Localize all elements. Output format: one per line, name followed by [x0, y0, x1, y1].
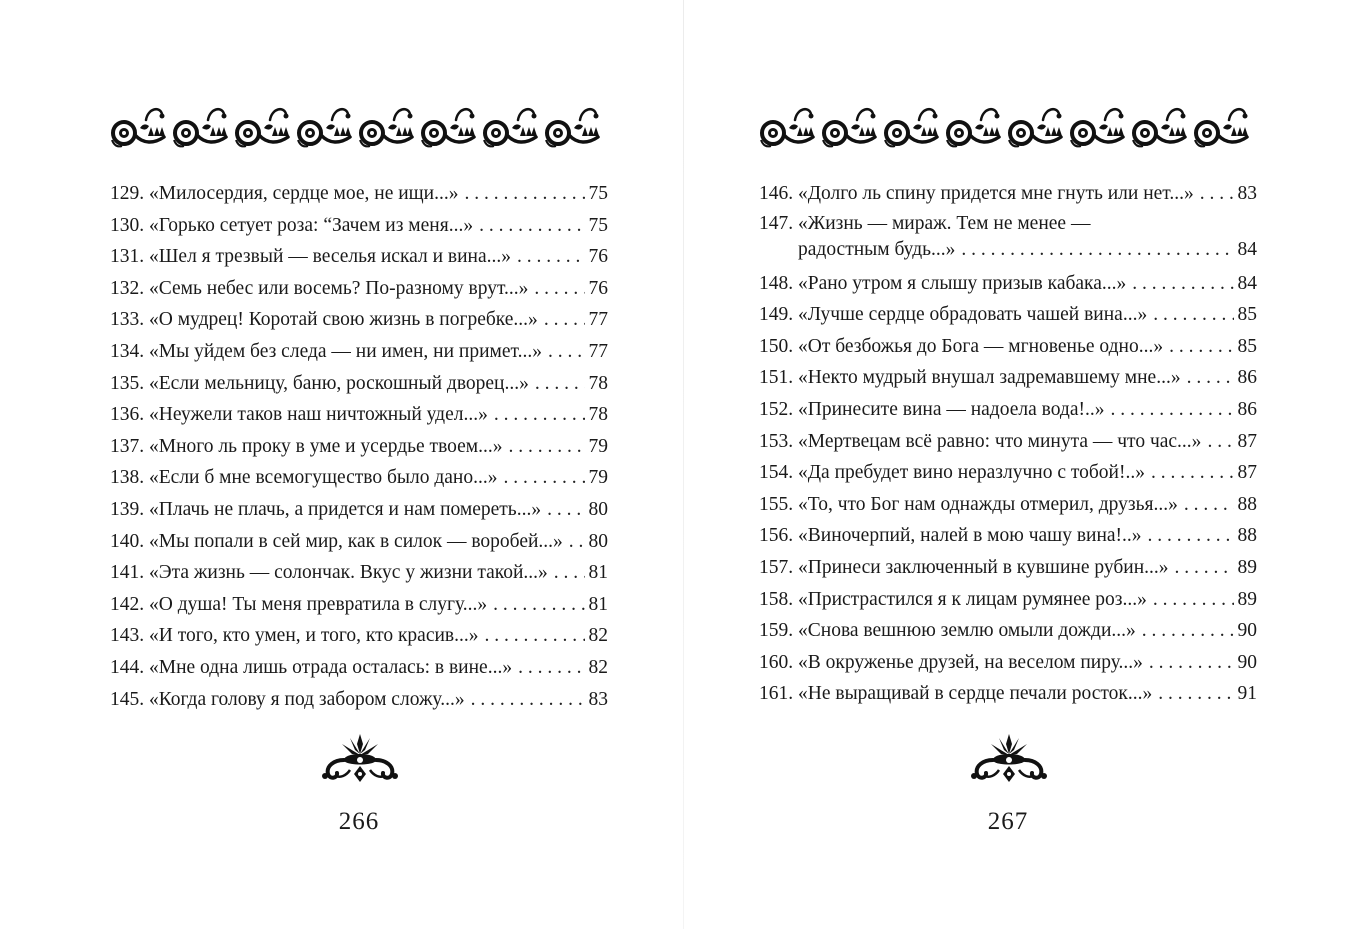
toc-list-left [110, 178, 608, 715]
toc-entry[interactable]: 135. «Если мельницу, баню, роскошный дворец...» . . . 78 [110, 368, 608, 400]
palmette-ornament-icon [969, 730, 1049, 790]
toc-entry[interactable]: 159. «Снова вешнюю землю омыли дожди...» . . . 90 [759, 615, 1257, 647]
toc-entry[interactable]: 150. «От безбожья до Бога — мгновенье одно...» . . . 85 [759, 331, 1257, 363]
left-page [0, 0, 683, 929]
toc-entry[interactable]: 145. «Когда голову я под забором сложу...» . . . 83 [110, 684, 608, 716]
page-number: 267 [987, 808, 1029, 835]
toc-entry[interactable]: 156. «Виночерпий, налей в мою чашу вина!..» . . . 88 [759, 520, 1257, 552]
toc-entry[interactable]: 157. «Принеси заключенный в кувшине рубин...» . . . 89 [759, 552, 1257, 584]
toc-entry[interactable]: 153. «Мертвецам всё равно: что минута — что час...» . . . 87 [759, 426, 1257, 458]
toc-entry[interactable]: 161. «Не выращивай в сердце печали росток...» . . . 91 [759, 678, 1257, 710]
toc-entry[interactable]: 149. «Лучше сердце обрадовать чашей вина...» . . . 85 [759, 299, 1257, 331]
toc-entry[interactable]: 155. «То, что Бог нам однажды отмерил, друзья...» . . . 88 [759, 489, 1257, 521]
toc-entry[interactable]: 132. «Семь небес или восемь? По-разному врут...» . . . 76 [110, 273, 608, 305]
toc-entry[interactable]: 137. «Много ль проку в уме и усердье твоем...» . . . 79 [110, 431, 608, 463]
toc-entry[interactable]: 136. «Неужели таков наш ничтожный удел...» . . . 78 [110, 399, 608, 431]
toc-entry[interactable]: 151. «Некто мудрый внушал задремавшему мне...» . . . 86 [759, 362, 1257, 394]
toc-entry[interactable]: 142. «О душа! Ты меня превратила в слугу...» . . . 81 [110, 589, 608, 621]
toc-entry[interactable]: 144. «Мне одна лишь отрада осталась: в вине...» . . . 82 [110, 652, 608, 684]
toc-list-right [759, 178, 1257, 710]
toc-entry[interactable]: 143. «И того, кто умен, и того, кто красив...» . . . 82 [110, 620, 608, 652]
toc-entry[interactable]: 152. «Принесите вина — надоела вода!..» . . . 86 [759, 394, 1257, 426]
toc-entry-multiline[interactable]: 147. «Жизнь — мираж. Тем не менее — радостным будь...» . . . 84 [759, 210, 1257, 263]
toc-entry[interactable]: 158. «Пристрастился я к лицам румянее роз...» . . . 89 [759, 584, 1257, 616]
toc-entry[interactable]: 141. «Эта жизнь — солончак. Вкус у жизни такой...» . . . 81 [110, 557, 608, 589]
toc-entry[interactable]: 131. «Шел я трезвый — веселья искал и вина...» . . . 76 [110, 241, 608, 273]
toc-entry[interactable]: 138. «Если б мне всемогущество было дано...» . . . 79 [110, 462, 608, 494]
toc-entry[interactable]: 140. «Мы попали в сей мир, как в силок — воробей...» . . . 80 [110, 526, 608, 558]
page-number: 266 [338, 808, 380, 835]
scroll-border-ornament-icon [759, 100, 1257, 152]
right-page [684, 0, 1368, 929]
toc-entry[interactable]: 154. «Да пребудет вино неразлучно с тобой!..» . . . 87 [759, 457, 1257, 489]
toc-entry[interactable]: 134. «Мы уйдем без следа — ни имен, ни примет...» . . . 77 [110, 336, 608, 368]
toc-entry[interactable]: 129. «Милосердия, сердце мое, не ищи...» . . . 75 [110, 178, 608, 210]
scroll-border-ornament-icon [110, 100, 608, 152]
palmette-ornament-icon [320, 730, 400, 790]
toc-entry[interactable]: 133. «О мудрец! Коротай свою жизнь в погребке...» . . . 77 [110, 304, 608, 336]
toc-entry[interactable]: 130. «Горько сетует роза: “Зачем из меня...» . . . 75 [110, 210, 608, 242]
toc-entry[interactable]: 160. «В окруженье друзей, на веселом пиру...» . . . 90 [759, 647, 1257, 679]
toc-entry[interactable]: 139. «Плачь не плачь, а придется и нам помереть...» . . . 80 [110, 494, 608, 526]
toc-entry[interactable]: 148. «Рано утром я слышу призыв кабака...» . . . 84 [759, 268, 1257, 300]
toc-entry[interactable]: 146. «Долго ль спину придется мне гнуть или нет...» . . . 83 [759, 178, 1257, 210]
